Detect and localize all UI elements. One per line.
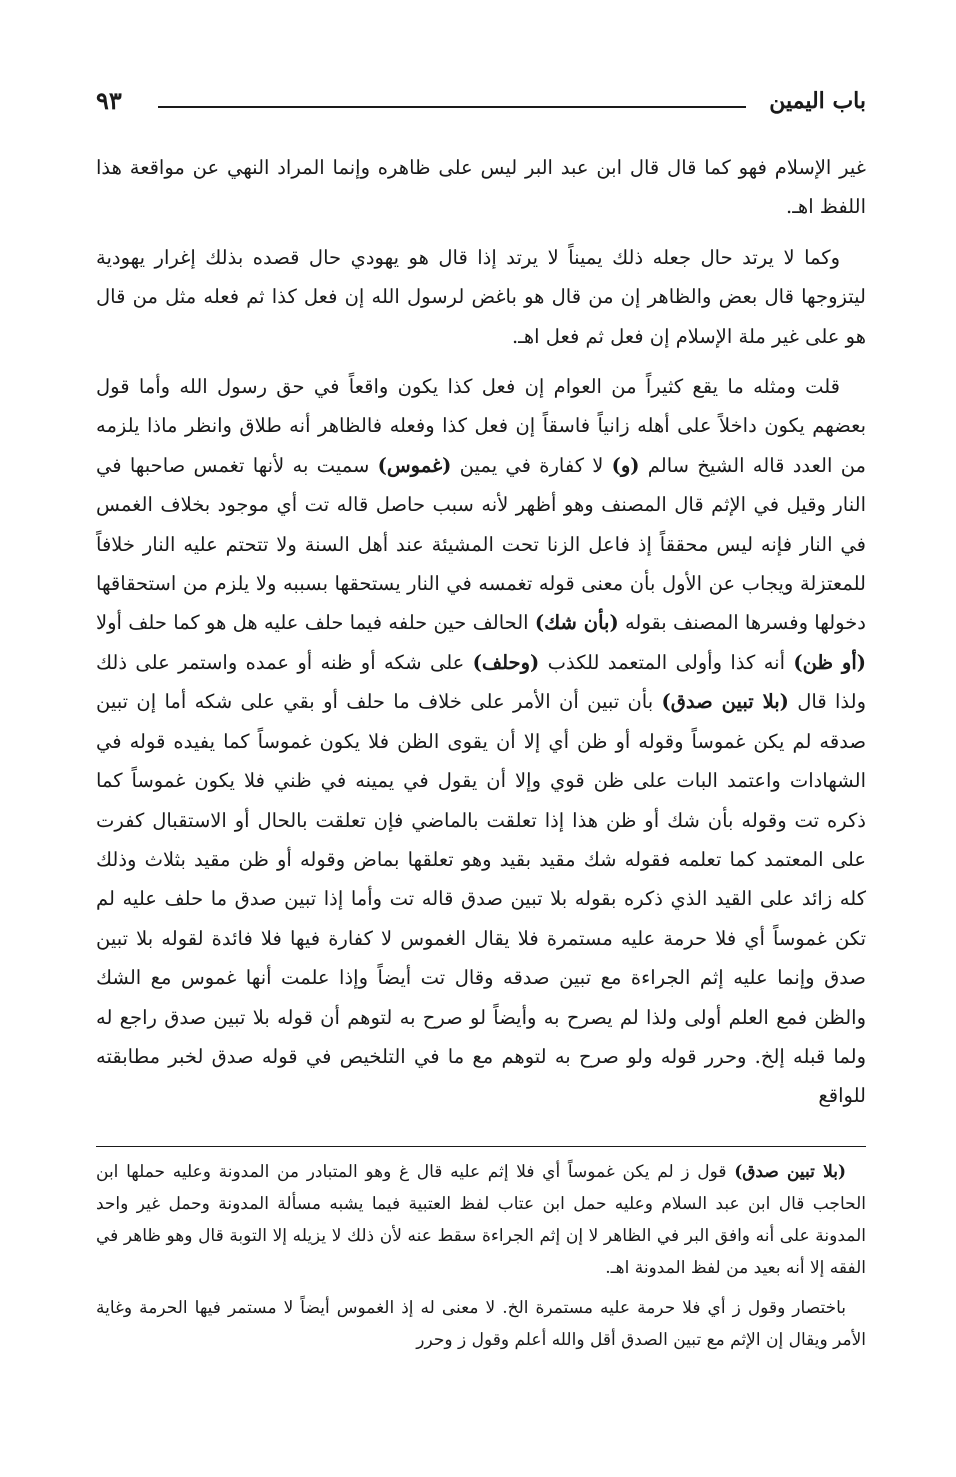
footnote-separator [96, 1146, 866, 1147]
text-run: بأن تبين أن الأمر على خلاف ما حلف أو بقي على شكه أما إن تبين صدقه لم يكن غموساً وقوله أو ظن أي إلا أن يقوى الظن فلا يكون غموساً كما يفيده قوله في الشهادات واعتمد البات على ظن قوي وإلا أن يقول في يمينه في ظني فلا يكون غموساً كما ذكره تت وقوله بأن شك أو ظن هذا إذا تعلقت بالماضي فإن تعلقت بالحال أو الاستقبال كفرت على المعتمد كما تعلمه فقوله شك مقيد بقيد وهو تعلقها بماض وقوله أو ظن مقيد بثلاث وذلك كله زائد على القيد الذي ذكره بقوله بلا تبين صدق قاله تت وأما إذا تبين صدق ما حلف عليه لم تكن غموساً أي فلا حرمة عليه مستمرة فلا يقال الغموس لا كفارة فيها فلا فائدة لقوله بلا تبين صدق وإنما عليه إثم الجراءة مع تبين صدقه وقال تت أيضاً وإذا علمت أنها غموس مع الشك والظن فمع العلم أولى ولذا لم يصرح به وأيضاً لو صرح به لتوهم أن قوله بلا تبين صدق راجع له ولما قبله إلخ. وحرر قوله ولو صرح به لتوهم مع ما في التلخيص في قوله صدق لخبر مطابقته للواقع [96, 690, 866, 1108]
bold-term: (أو ظن) [793, 650, 866, 674]
bold-term: (غموس) [377, 453, 452, 477]
page-header [96, 86, 866, 126]
main-paragraph [96, 238, 866, 356]
main-paragraph [96, 148, 866, 227]
text-run: سميت به لأنها تغمس صاحبها في النار وقيل في الإثم قال المصنف وهو أظهر لأنه سبب حاصل قاله تت أي موجود بخلاف الغمس في النار فإنه ليس محققاً إذ فاعل الزنا تحت المشيئة عند أهل السنة ولا تتحتم عليه النار خلافاً للمعتزلة ويجاب عن الأول بأن معنى قوله تغمسه في النار يستحقها بسببه ولا يلزم من استحقاقها دخولها وفسرها المصنف بقوله [96, 453, 866, 635]
bold-term: (وحلف) [472, 650, 540, 674]
bold-term: (بأن شك) [534, 611, 619, 635]
page-number: ٩٣ [96, 86, 122, 115]
text-run: وكما لا يرتد حال جعله ذلك يميناً لا يرتد إذا قال هو يهودي حال قصده بذلك إغرار يهودية ليتزوجها قال بعض والظاهر إن من قال هو باغض لرسول الله إن فعل كذا ثم فعله مثل من قال هو على غير ملة الإسلام إن فعل ثم فعل اهـ. [96, 245, 866, 348]
header-rule [158, 106, 746, 108]
bold-term: (و) [611, 453, 640, 477]
text-run: باختصار وقول ز أي فلا حرمة عليه مستمرة الخ. لا معنى له إذ الغموس أيضاً لا مستمر فيها الحرمة وغاية الأمر ويقال إن الإثم مع تبين الصدق أقل والله أعلم وقول ز وحرر [96, 1298, 866, 1350]
chapter-title: باب اليمين [769, 88, 866, 114]
text-run: لا كفارة في يمين [451, 453, 612, 477]
footnotes [96, 1156, 866, 1364]
text-run: على شكه أو ظنه أو عمده واستمر على ذلك ولذا قال [96, 650, 866, 714]
footnote-paragraph [96, 1156, 866, 1284]
main-text [96, 148, 866, 1127]
text-run: غير الإسلام فهو كما قال قال ابن عبد البر ليس على ظاهره وإنما المراد النهي عن مواقعة هذا اللفظ اهـ. [96, 156, 866, 219]
text-run: قول ز لم يكن غموساً أي فلا إثم عليه قال غ وهو المتبادر من المدونة وعليه حملها ابن الحاجب قال ابن عبد السلام وعليه حمل ابن عتاب لفظ العتبية فيما يشبه مسألة المدونة وحمل غير واحد المدونة على أنه وافق البر في الظاهر لا إن إثم الجراءة سقط عنه لأن ذلك لا يزيله إلا التوبة قال وهو ظاهر في الفقه إلا أنه بعيد من لفظ المدونة اهـ. [96, 1162, 866, 1278]
text-run: قلت ومثله ما يقع كثيراً من العوام إن فعل كذا يكون واقعاً في حق رسول الله وأما قول بعضهم يكون داخلاً على أهله زانياً فاسقاً إن فعل كذا وفعله فالظاهر أنه طلاق وانظر ماذا يلزمه من العدد قاله الشيخ سالم [96, 375, 866, 477]
text-run: أنه كذا وأولى المتعمد للكذب [539, 650, 794, 674]
bold-term: (بلا تبين صدق) [661, 690, 789, 714]
main-paragraph [96, 367, 866, 1116]
footnote-paragraph [96, 1292, 866, 1356]
text-run: الحالف حين حلفه فيما حلف عليه هل هو كما حلف أولا [96, 611, 535, 635]
bold-term: (بلا تبين صدق) [734, 1162, 847, 1182]
